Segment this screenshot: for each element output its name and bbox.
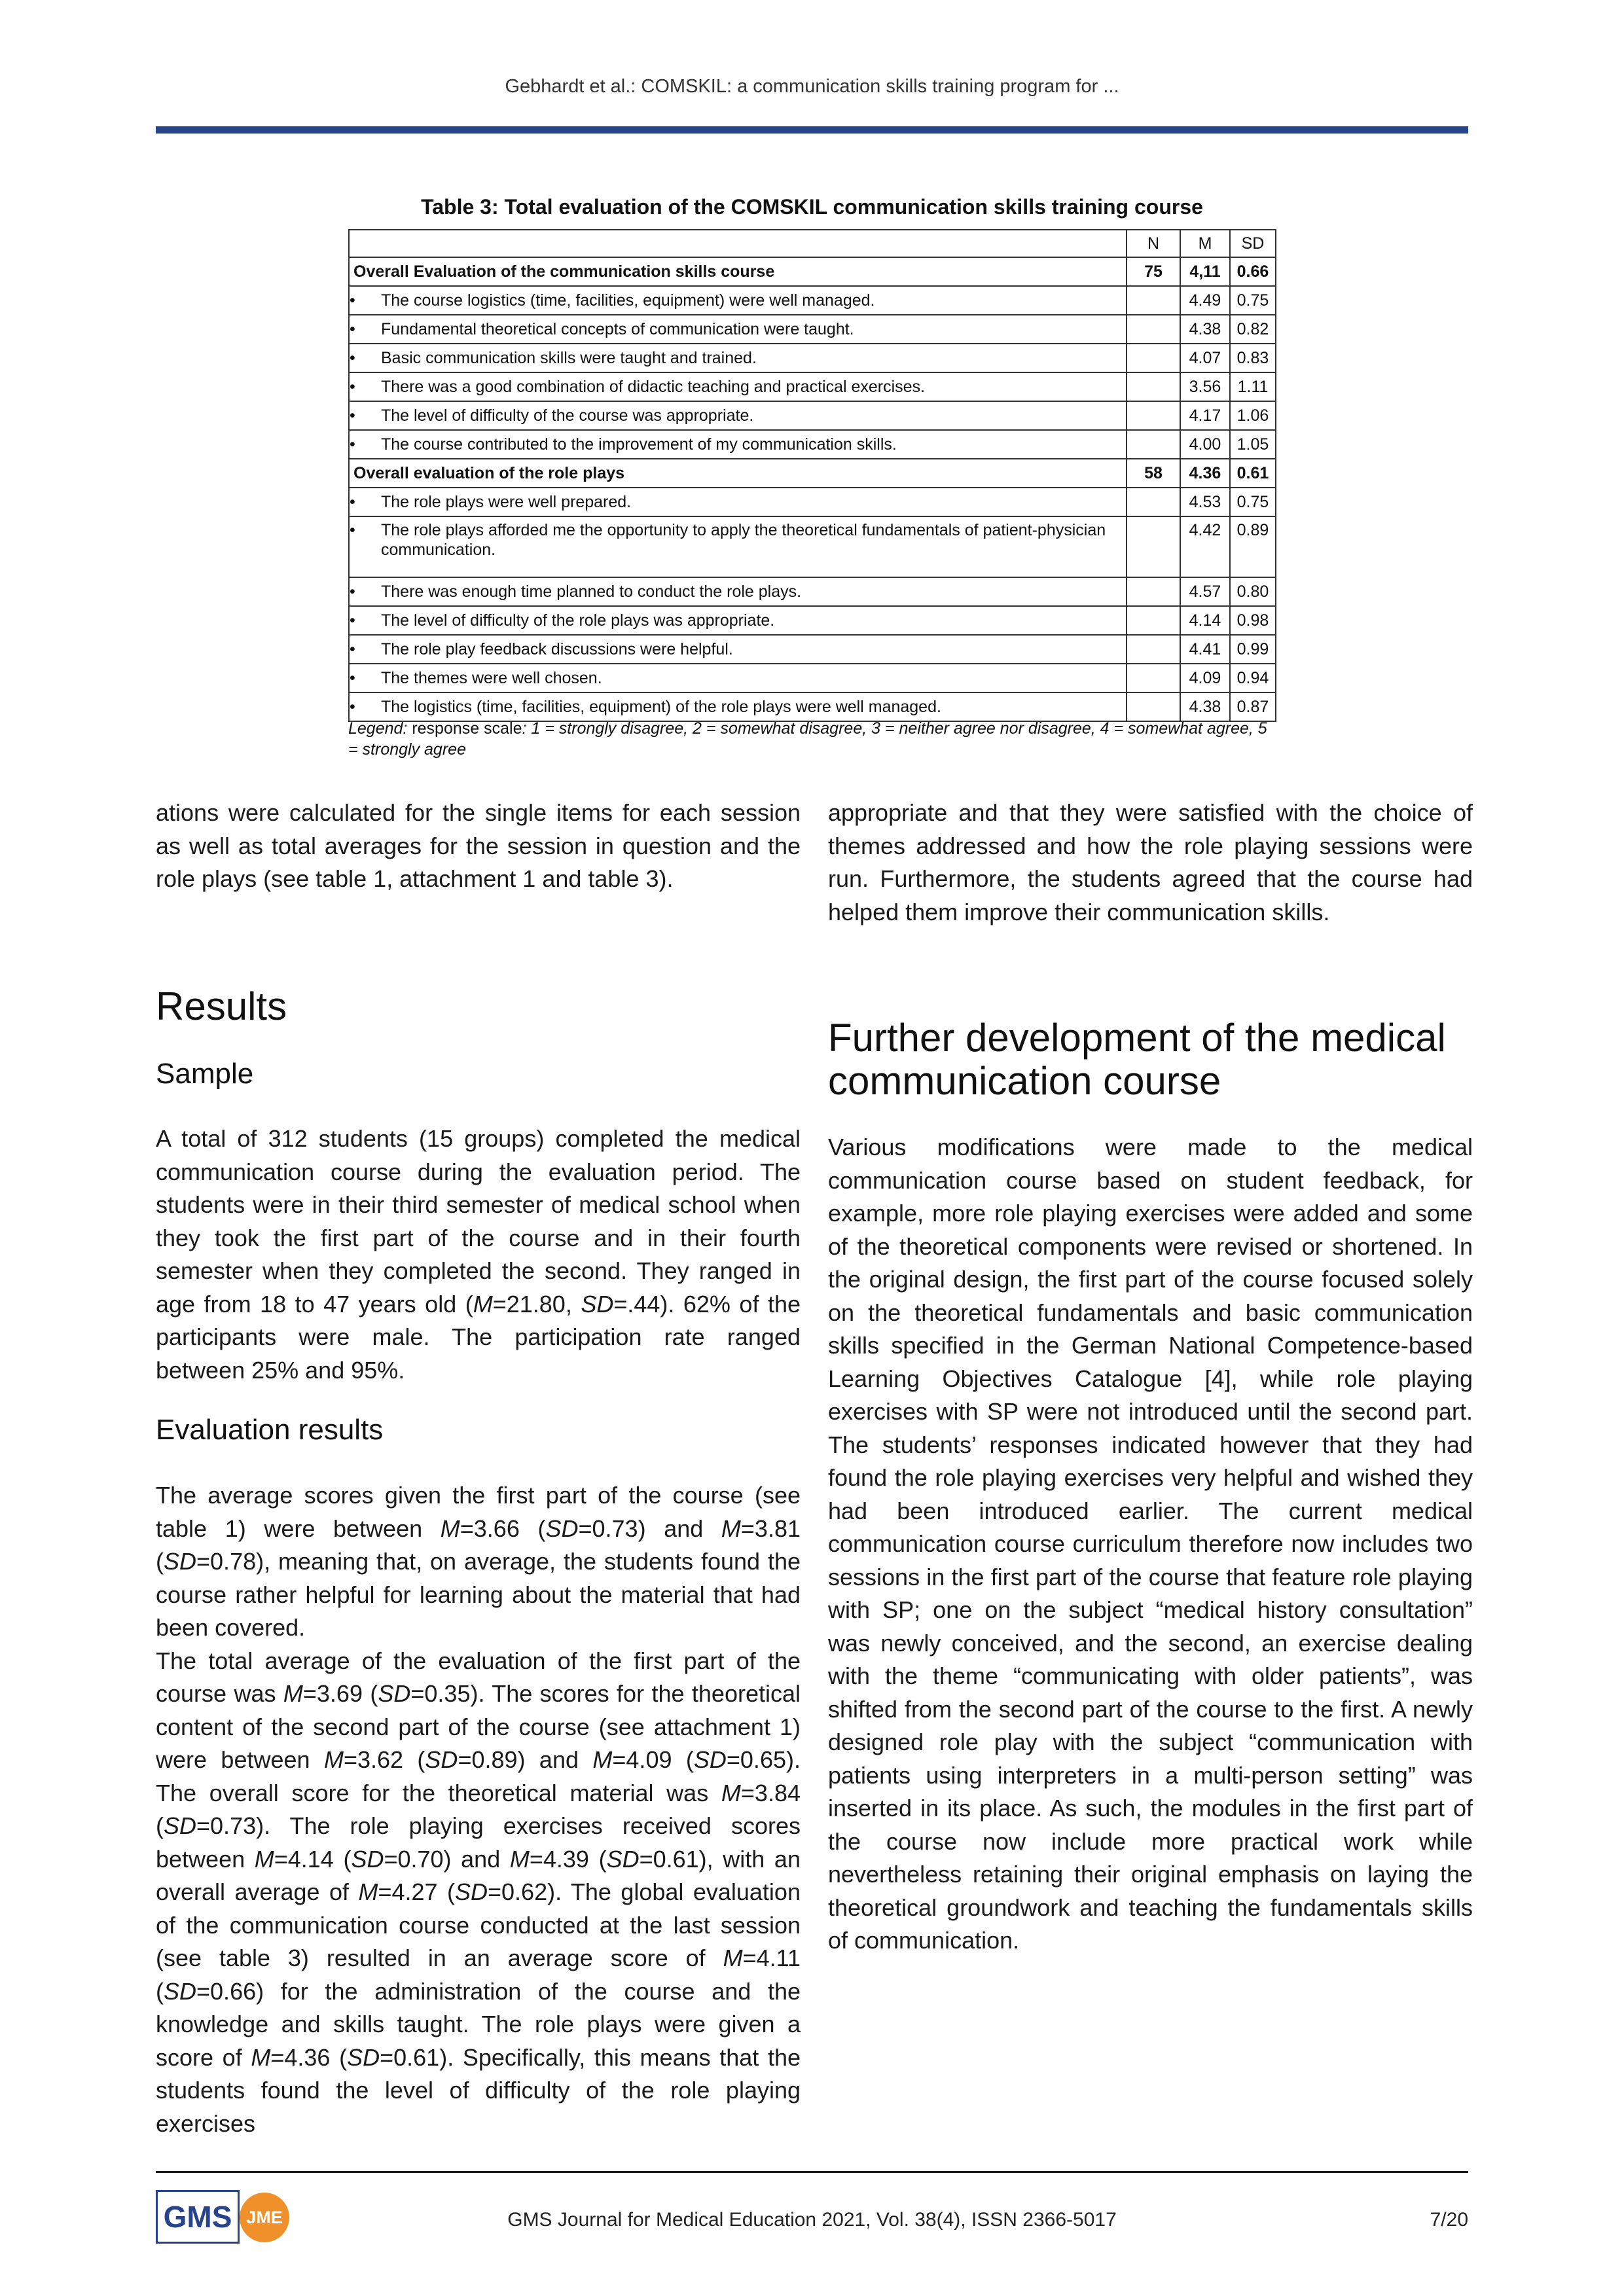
row-label — [349, 344, 1127, 372]
journal-citation: GMS Journal for Medical Education 2021, Vol. 38(4), ISSN 2366-5017 — [507, 2209, 1117, 2231]
intro-paragraph: ations were calculated for the single items for each session as well as total averages for the session in question and the role plays (see table 1, attachment 1 and table 3). — [156, 799, 801, 892]
sample-heading: Sample — [156, 1058, 254, 1090]
cell-n: 75 — [1127, 257, 1180, 286]
bullet-icon — [350, 492, 381, 512]
footer-rule — [156, 2171, 1468, 2173]
cell-n — [1127, 315, 1180, 344]
further-block — [828, 1131, 1473, 1958]
eval-paragraph-2: The total average of the evaluation of the first part of the course was M=3.69 (SD=0.35). The scores for the theoretical content of the second part of the course (see attachment 1) were between M=3.62 (SD=0.89) and M=4.09 (SD=0.65). The overall score for the theoretical material was M=3.84 (SD=0.73). The role playing exercises received scores between M=4.14 (SD=0.70) and M=4.39 (SD=0.61), with an overall average of M=4.27 (SD=0.62). The global evaluation of the communication course conducted at the last session (see table 3) resulted in an average score of M=4.11 (SD=0.66) for the administration of the course and the knowledge and skills taught. The role plays were given a score of M=4.36 (SD=0.61). Specifically, this means that the students found the level of difficulty of the role playing exercises — [156, 1647, 801, 2137]
table-row — [349, 635, 1276, 664]
cell-n — [1127, 344, 1180, 372]
further-development-paragraph: Various modifications were made to the medical communication course based on student feedback, for example, more role playing exercises were added and some of the theoretical components were revised or shortened. In the original design, the first part of the course focused solely on the theoretical fundamentals and basic communication skills specified in the German National Competence-based Learning Objectives Catalogue [4], while role playing exercises with SP were not introduced until the second part. The students’ responses indicated however that they had found the role playing exercises very helpful and wished they had been introduced earlier. The current medical communication course curriculum therefore now includes two sessions in the first part of the course that feature role playing with SP; one on the subject “medical history consultation” was newly conceived, and the second, an exercise dealing with the theme “communicating with older patients”, was shifted from the second part of the course to the first. A newly designed role play with the subject “communication with patients using interpreters in a multi-person setting” was inserted in its place. As such, the modules in the first part of the course now include more practical work while nevertheless retaining their original emphasis on laying the theoretical groundwork and teaching the fundamentals skills of communication. — [828, 1134, 1473, 1954]
table-row — [349, 488, 1276, 516]
table-header-row — [349, 230, 1276, 257]
cell-m: 4.09 — [1180, 664, 1230, 692]
cell-n — [1127, 606, 1180, 635]
legend-mid: response scale — [407, 719, 522, 738]
cell-sd: 0.75 — [1230, 286, 1276, 315]
legend-lead: Legend: — [348, 719, 408, 738]
cell-n — [1127, 516, 1180, 577]
row-label-text: There was enough time planned to conduct the role plays. — [381, 583, 802, 601]
cell-n — [1127, 577, 1180, 606]
continuation-paragraph: appropriate and that they were satisfied with the choice of themes addressed and how the role playing sessions were run. Furthermore, the students agreed that the course had helped them improve their communication skills. — [828, 799, 1473, 925]
bullet-icon — [350, 611, 381, 630]
row-label-text: The level of difficulty of the course was appropriate. — [381, 406, 754, 425]
header-rule — [156, 126, 1468, 134]
cell-sd: 0.61 — [1230, 459, 1276, 488]
row-label-text: The role plays afforded me the opportunity to apply the theoretical fundamentals of patient-physician communication. — [381, 521, 1106, 559]
row-label-text: Overall Evaluation of the communication skills course — [353, 262, 775, 281]
eval-heading-block — [156, 1414, 801, 1446]
table-row — [349, 692, 1276, 721]
row-label-text: Basic communication skills were taught and trained. — [381, 349, 757, 367]
row-label — [349, 430, 1127, 459]
left-column-intro — [156, 797, 801, 896]
bullet-icon — [350, 582, 381, 601]
row-label — [349, 401, 1127, 430]
table-row — [349, 577, 1276, 606]
jme-logo-circle: JME — [240, 2193, 289, 2242]
cell-sd: 1.05 — [1230, 430, 1276, 459]
bullet-icon — [350, 697, 381, 717]
cell-sd: 0.94 — [1230, 664, 1276, 692]
bullet-icon — [350, 406, 381, 425]
row-label — [349, 372, 1127, 401]
cell-m: 4,11 — [1180, 257, 1230, 286]
cell-sd: 0.99 — [1230, 635, 1276, 664]
evaluation-table — [348, 229, 1276, 722]
table-row — [349, 606, 1276, 635]
gms-logo-box: GMS — [156, 2190, 240, 2244]
row-label — [349, 664, 1127, 692]
eval-paragraph-1: The average scores given the first part of the course (see table 1) were between M=3.66 (SD=0.73) and M=3.81 (SD=0.78), meaning that, on average, the students found the course rather helpful for learning about the material that had been covered. — [156, 1482, 801, 1641]
cell-sd: 1.06 — [1230, 401, 1276, 430]
cell-m: 4.17 — [1180, 401, 1230, 430]
row-label — [349, 459, 1127, 488]
eval-block — [156, 1479, 801, 2140]
bullet-icon — [350, 520, 381, 540]
row-label-text: The role play feedback discussions were helpful. — [381, 640, 733, 658]
cell-m: 4.42 — [1180, 516, 1230, 577]
sample-block — [156, 1122, 801, 1387]
cell-m: 3.56 — [1180, 372, 1230, 401]
cell-sd: 0.66 — [1230, 257, 1276, 286]
cell-n — [1127, 664, 1180, 692]
header-blank-cell — [349, 230, 1127, 257]
row-label-text: The course contributed to the improvement of my communication skills. — [381, 435, 897, 454]
cell-sd: 0.89 — [1230, 516, 1276, 577]
further-development-heading: Further development of the medical communication course — [828, 1016, 1446, 1103]
row-label — [349, 488, 1127, 516]
cell-sd: 0.80 — [1230, 577, 1276, 606]
row-label-text: The course logistics (time, facilities, equipment) were well managed. — [381, 291, 875, 310]
col-header-n: N — [1127, 230, 1180, 257]
cell-m: 4.49 — [1180, 286, 1230, 315]
cell-n — [1127, 488, 1180, 516]
col-header-sd: SD — [1230, 230, 1276, 257]
cell-sd: 0.82 — [1230, 315, 1276, 344]
cell-m: 4.57 — [1180, 577, 1230, 606]
cell-m: 4.38 — [1180, 692, 1230, 721]
results-heading: Results — [156, 984, 287, 1028]
further-heading-block — [828, 1016, 1473, 1103]
row-label — [349, 635, 1127, 664]
row-label-text: The role plays were well prepared. — [381, 493, 632, 511]
row-label — [349, 286, 1127, 315]
cell-n — [1127, 692, 1180, 721]
running-title: Gebhardt et al.: COMSKIL: a communication skills training program for ... — [505, 76, 1119, 97]
cell-sd: 0.83 — [1230, 344, 1276, 372]
row-label-text: The level of difficulty of the role plays was appropriate. — [381, 611, 775, 630]
table-row — [349, 516, 1276, 577]
table-legend — [348, 718, 1275, 760]
page-number: 7/20 — [1430, 2209, 1468, 2231]
table-section-row — [349, 257, 1276, 286]
cell-m: 4.36 — [1180, 459, 1230, 488]
cell-m: 4.14 — [1180, 606, 1230, 635]
row-label-text: The logistics (time, facilities, equipment) of the role plays were well managed. — [381, 698, 941, 716]
bullet-icon — [350, 668, 381, 688]
cell-n — [1127, 635, 1180, 664]
cell-m: 4.00 — [1180, 430, 1230, 459]
bullet-icon — [350, 435, 381, 454]
cell-sd: 0.98 — [1230, 606, 1276, 635]
row-label-text: Fundamental theoretical concepts of communication were taught. — [381, 320, 854, 338]
cell-m: 4.53 — [1180, 488, 1230, 516]
table-row — [349, 315, 1276, 344]
table-row — [349, 286, 1276, 315]
cell-n — [1127, 372, 1180, 401]
bullet-icon — [350, 377, 381, 397]
bullet-icon — [350, 319, 381, 339]
cell-sd: 0.87 — [1230, 692, 1276, 721]
table-caption: Table 3: Total evaluation of the COMSKIL communication skills training course — [421, 195, 1203, 219]
table-row — [349, 430, 1276, 459]
cell-m: 4.07 — [1180, 344, 1230, 372]
cell-n: 58 — [1127, 459, 1180, 488]
legend-scale: : 1 = strongly disagree, 2 = somewhat disagree, 3 = neither agree nor disagree, 4 = somewhat agree, 5 = strongly agree — [348, 719, 1267, 759]
row-label — [349, 577, 1127, 606]
sample-paragraph: A total of 312 students (15 groups) completed the medical communication course during the evaluation period. The students were in their third semester of medical school when they took the first part of the course and in their fourth semester when they completed the second. They ranged in age from 18 to 47 years old (M=21.80, SD=.44). 62% of the participants were male. The participation rate ranged between 25% and 95%. — [156, 1125, 801, 1384]
row-label-text: The themes were well chosen. — [381, 669, 602, 687]
row-label — [349, 692, 1127, 721]
bullet-icon — [350, 639, 381, 659]
cell-sd: 1.11 — [1230, 372, 1276, 401]
cell-n — [1127, 401, 1180, 430]
table-row — [349, 664, 1276, 692]
row-label — [349, 606, 1127, 635]
table-row — [349, 344, 1276, 372]
col-header-m: M — [1180, 230, 1230, 257]
table-row — [349, 401, 1276, 430]
row-label — [349, 257, 1127, 286]
cell-n — [1127, 286, 1180, 315]
cell-n — [1127, 430, 1180, 459]
cell-m: 4.41 — [1180, 635, 1230, 664]
row-label-text: There was a good combination of didactic teaching and practical exercises. — [381, 378, 926, 396]
row-label — [349, 315, 1127, 344]
right-column-continuation — [828, 797, 1473, 929]
cell-m: 4.38 — [1180, 315, 1230, 344]
evaluation-results-heading: Evaluation results — [156, 1414, 384, 1446]
bullet-icon — [350, 291, 381, 310]
sample-heading-block — [156, 1058, 801, 1090]
results-heading-block — [156, 985, 801, 1028]
cell-sd: 0.75 — [1230, 488, 1276, 516]
table-section-row — [349, 459, 1276, 488]
row-label-text: Overall evaluation of the role plays — [353, 464, 625, 482]
bullet-icon — [350, 348, 381, 368]
table-row — [349, 372, 1276, 401]
row-label — [349, 516, 1127, 577]
